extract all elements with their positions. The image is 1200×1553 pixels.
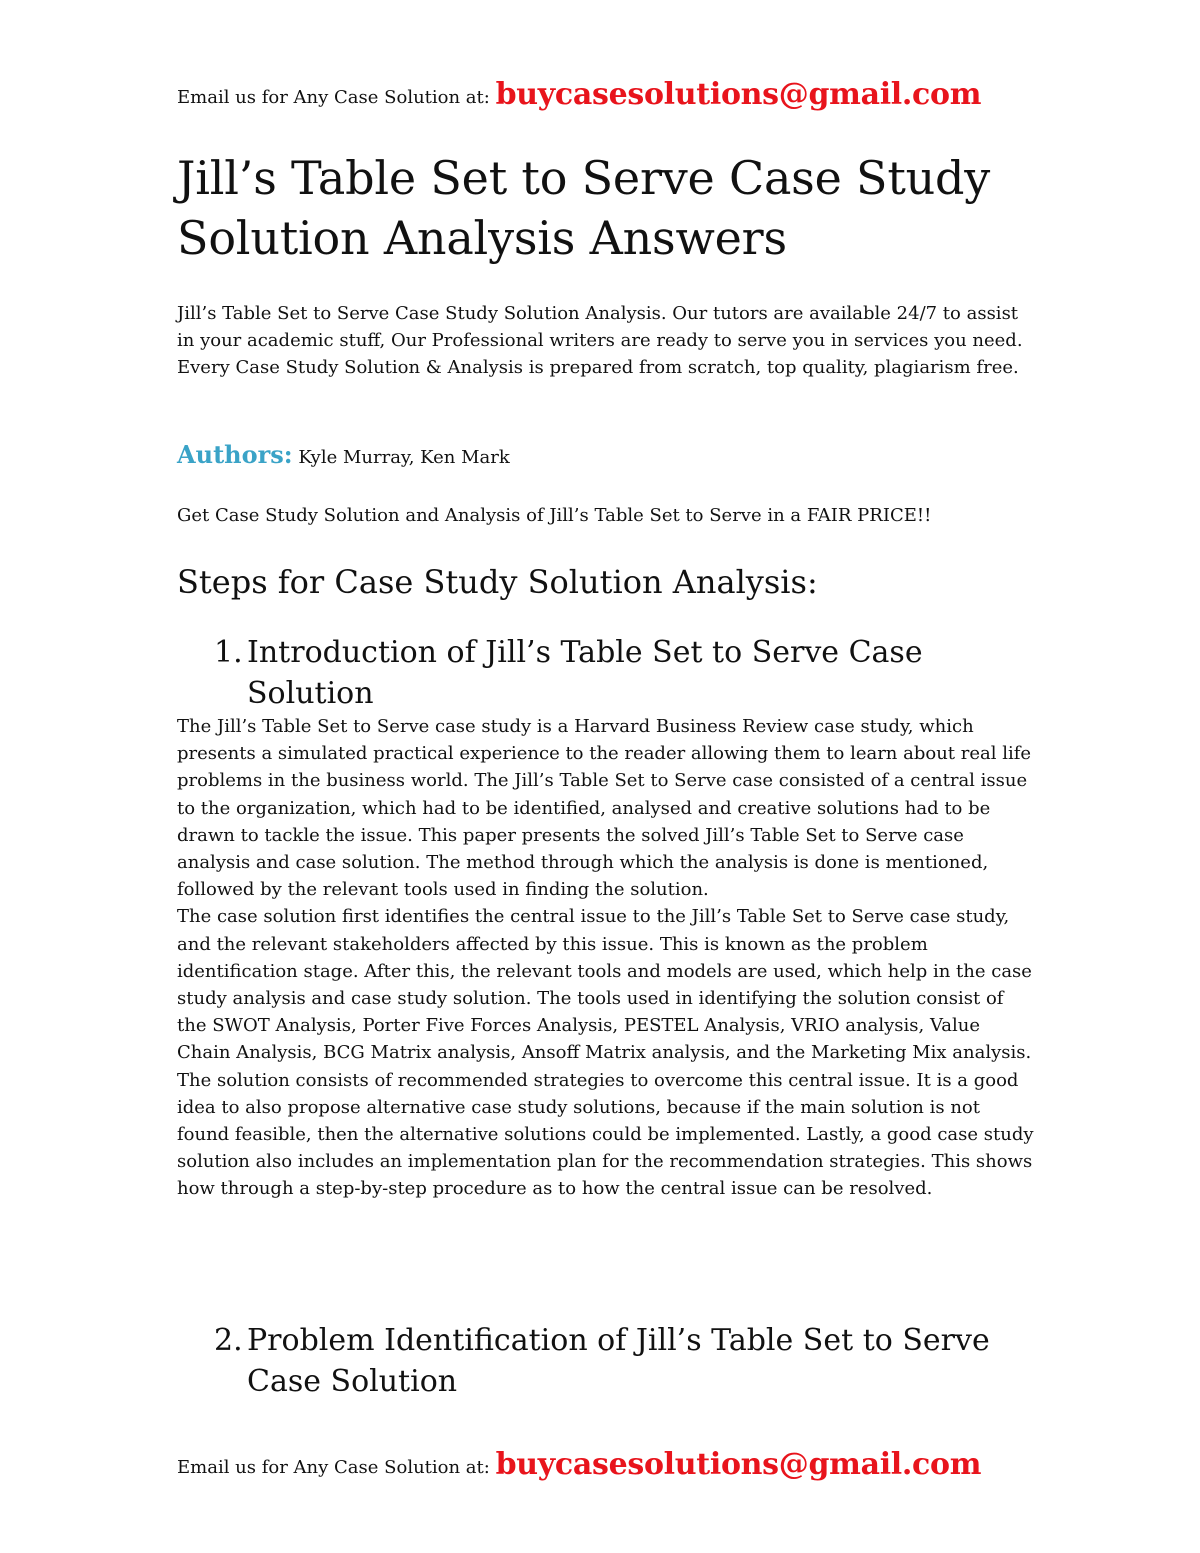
step-2-title: Problem Identification of Jill’s Table Set to Serve Case Solution: [247, 1323, 990, 1399]
footer-email-line: [177, 1447, 982, 1483]
step-1-title: Introduction of Jill’s Table Set to Serve Case Solution: [247, 635, 923, 711]
fair-price-line: Get Case Study Solution and Analysis of Jill’s Table Set to Serve in a FAIR PRICE!!: [177, 505, 932, 526]
steps-heading: Steps for Case Study Solution Analysis:: [177, 563, 818, 601]
header-email-line: [177, 77, 982, 113]
step-1-heading: [214, 632, 994, 714]
document-title: Jill’s Table Set to Serve Case Study Solution Analysis Answers: [177, 151, 991, 265]
step-2-number: 2.: [214, 1323, 243, 1358]
step-1-paragraph-1: The Jill’s Table Set to Serve case study is a Harvard Business Review case study, which presents a simulated practical experience to the reader allowing them to learn about real life problems in the business world. The Jill’s Table Set to Serve case consisted of a central issue to the organization, which had to be identified, analysed and creative solutions had to be drawn to tackle the issue. This paper presents the solved Jill’s Table Set to Serve case analysis and case solution. The method through which the analysis is done is mentioned, followed by the relevant tools used in finding the solution.: [177, 716, 1032, 901]
intro-paragraph: Jill’s Table Set to Serve Case Study Solution Analysis. Our tutors are available 24/7 to assist in your academic stuff, Our Professional writers are ready to serve you in services you need. Every Case Study Solution & Analysis is prepared from scratch, top quality, plagiarism free.: [177, 303, 1023, 378]
header-email-prefix: Email us for Any Case Solution at:: [177, 87, 490, 108]
header-email-link[interactable]: buycasesolutions@gmail.com: [495, 77, 982, 112]
footer-email-link[interactable]: buycasesolutions@gmail.com: [495, 1447, 982, 1482]
step-1-number: 1.: [214, 635, 243, 670]
step-1-body: [177, 713, 1037, 1203]
authors-names: Kyle Murray, Ken Mark: [298, 447, 510, 468]
authors-line: [177, 440, 510, 473]
step-1-paragraph-2: The case solution first identifies the central issue to the Jill’s Table Set to Serve case study, and the relevant stakeholders affected by this issue. This is known as the problem identification stage. After this, the relevant tools and models are used, which help in the case study analysis and case study solution. The tools used in identifying the solution consist of the SWOT Analysis, Porter Five Forces Analysis, PESTEL Analysis, VRIO analysis, Value Chain Analysis, BCG Matrix analysis, Ansoff Matrix analysis, and the Marketing Mix analysis. The solution consists of recommended strategies to overcome this central issue. It is a good idea to also propose alternative case study solutions, because if the main solution is not found feasible, then the alternative solutions could be implemented. Lastly, a good case study solution also includes an implementation plan for the recommendation strategies. This shows how through a step-by-step procedure as to how the central issue can be resolved.: [177, 906, 1034, 1200]
authors-label: Authors:: [177, 440, 293, 469]
step-2-heading: [214, 1320, 994, 1402]
footer-email-prefix: Email us for Any Case Solution at:: [177, 1457, 490, 1478]
document-page: [177, 0, 1037, 1553]
